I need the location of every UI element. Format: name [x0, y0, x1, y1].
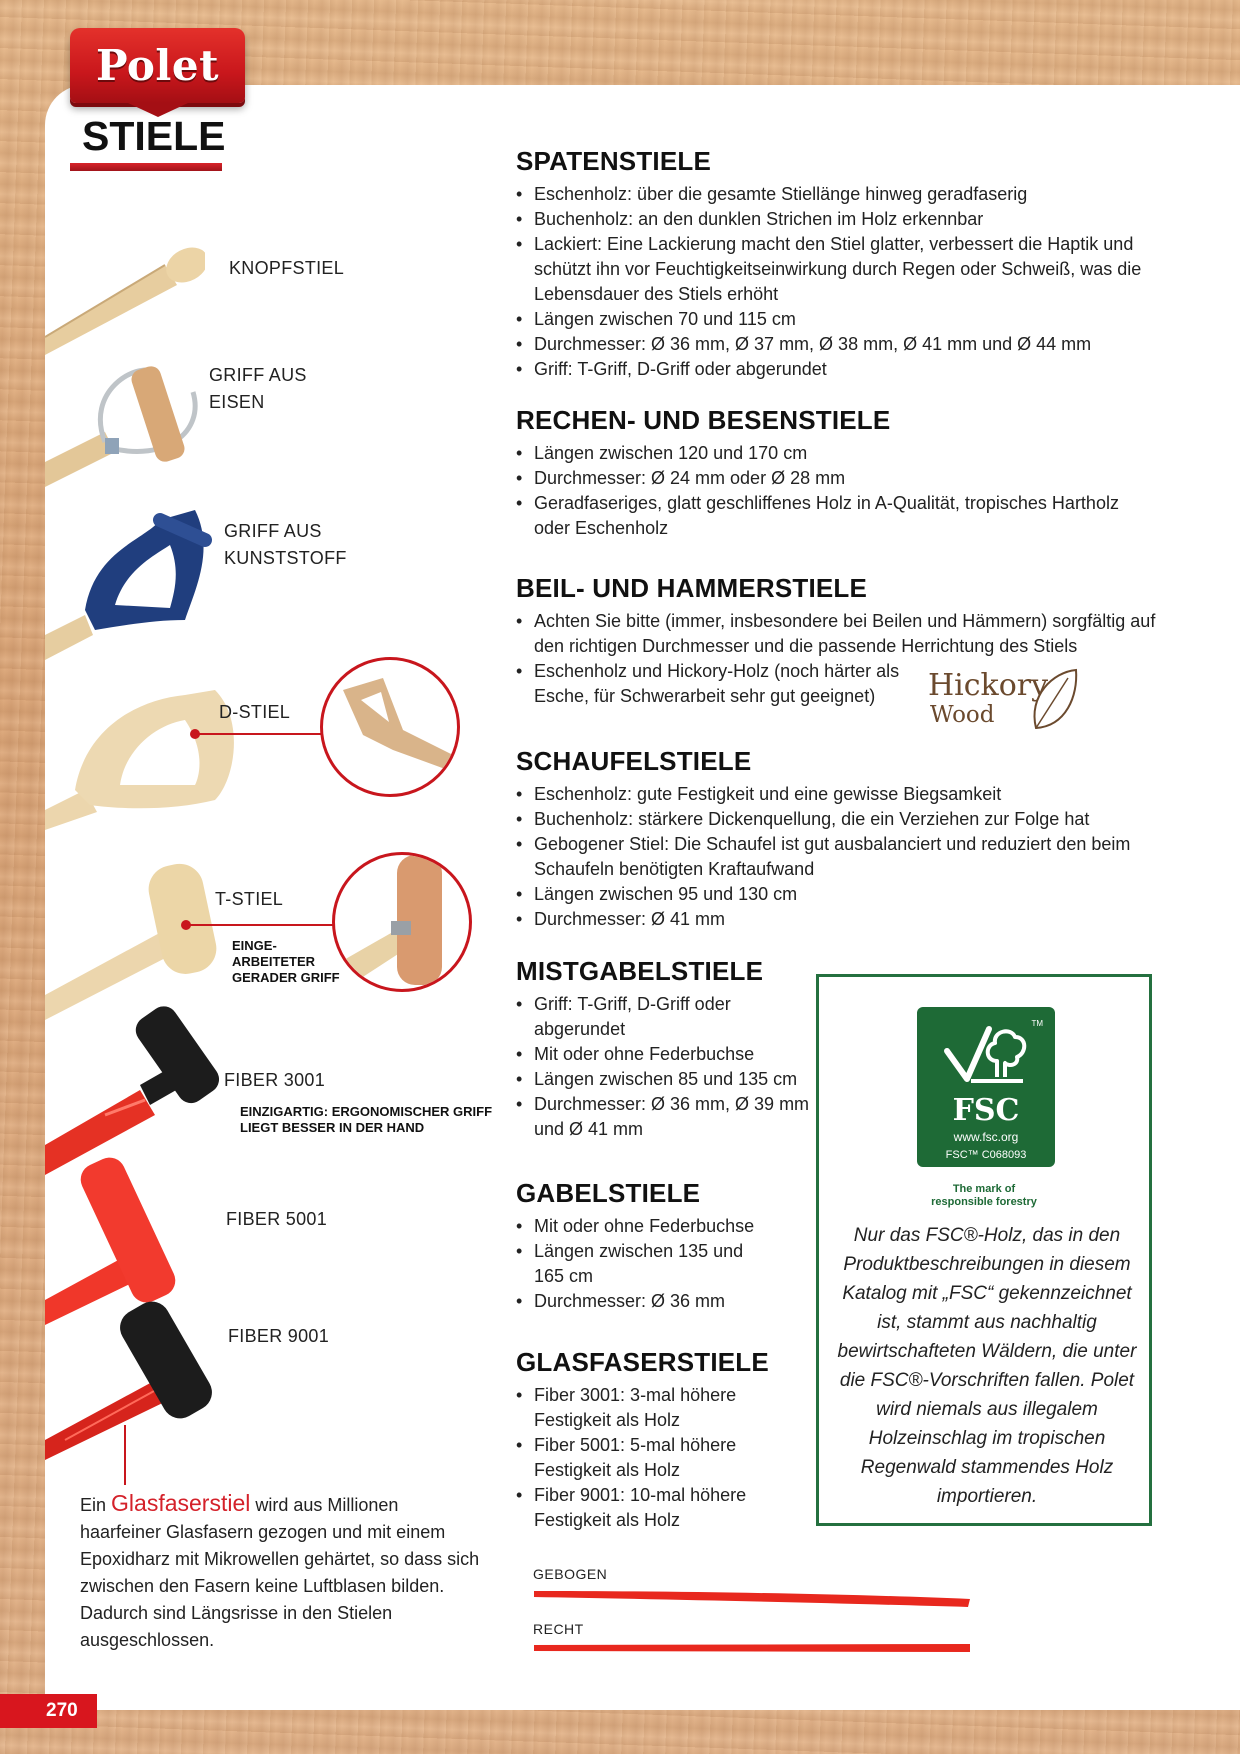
list-item: • Griff: T-Griff, D-Griff oder abgerundet — [516, 992, 816, 1042]
fsc-tm: TM — [1031, 1019, 1043, 1028]
t-stiel-label: T-STIEL — [215, 889, 284, 909]
list-item: • Mit oder ohne Federbuchse — [516, 1042, 816, 1067]
title-underline — [70, 163, 222, 171]
section-title: GABELSTIELE — [516, 1178, 701, 1208]
fsc-code: FSC™ C068093 — [945, 1149, 1027, 1161]
list-item: • Längen zwischen 70 und 115 cm — [516, 307, 1156, 332]
section-title: SCHAUFELSTIELE — [516, 746, 752, 776]
intro-pre: Ein — [80, 1495, 112, 1515]
section-mistgabelstiele — [516, 956, 816, 1142]
section-schaufelstiele — [516, 746, 1156, 932]
bent-handle-illustration — [532, 1585, 972, 1615]
list-item: • Gebogener Stiel: Die Schaufel ist gut ausbalanciert und reduziert den beim Schaufeln benötigten Kraftaufwand — [516, 832, 1156, 882]
fiber-3001-label: FIBER 3001 — [224, 1070, 326, 1090]
fsc-statement: Nur das FSC®-Holz, das in den Produktbeschreibungen in diesem Katalog mit „FSC“ gekennzeichnet ist, stammt aus nachhaltig bewirtschafteten Wäldern, die unter die FSC®-Vorschriften fallen. Polet wird niemals aus illegalem Holzeinschlag im tropischen Regenwald stammendes Holz importieren. — [837, 1225, 1137, 1507]
list-item: • Lackiert: Eine Lackierung macht den Stiel glatter, verbessert die Haptik und schützt ihn vor Feuchtigkeitseinwirkung durch Regen oder Schweiß, was die Lebensdauer des Stiels erhöht — [516, 232, 1156, 307]
list-item: • Fiber 5001: 5-mal höhere Festigkeit als Holz — [516, 1433, 761, 1483]
hickory-line2: Wood — [930, 702, 995, 728]
section-title: RECHEN- UND BESENSTIELE — [516, 405, 891, 435]
section-rechen-besenstiele — [516, 405, 1156, 541]
griff-eisen-label-line2: EISEN — [209, 392, 265, 412]
fiber-9001-illustration — [45, 1300, 245, 1460]
fsc-tree-icon — [941, 1021, 1031, 1091]
fsc-mark-line1: The mark of — [952, 1183, 1016, 1195]
list-item: • Fiber 9001: 10-mal höhere Festigkeit als Holz — [516, 1483, 761, 1533]
list-item: • Eschenholz und Hickory-Holz (noch härter als Esche, für Schwerarbeit sehr gut geeignet) — [516, 659, 906, 709]
t-stiel-note-line1: EINGE- — [232, 938, 277, 953]
fiber-9001-label: FIBER 9001 — [228, 1326, 330, 1346]
page-number: 270 — [0, 1694, 97, 1728]
fsc-mark-line2: responsible forestry — [931, 1196, 1037, 1208]
brand-name: Polet — [95, 41, 220, 90]
knopfstiel-illustration — [45, 245, 205, 355]
list-item: • Achten Sie bitte (immer, insbesondere bei Beilen und Hämmern) sorgfältig auf den richtigen Durchmesser und die passende Herrichtung des Stiels — [516, 609, 1156, 659]
list-item: • Längen zwischen 85 und 135 cm — [516, 1067, 816, 1092]
section-title: BEIL- UND HAMMERSTIELE — [516, 573, 868, 603]
fiber-3001-note — [240, 1104, 492, 1136]
list-item: • Durchmesser: Ø 36 mm, Ø 39 mm und Ø 41 mm — [516, 1092, 816, 1142]
hickory-wood-logo — [928, 666, 1078, 736]
list-item: • Längen zwischen 95 und 130 cm — [516, 882, 1156, 907]
t-stiel-note-line2: ARBEITETER — [232, 954, 316, 969]
griff-kunststoff-illustration — [45, 510, 225, 660]
bent-handle-label: GEBOGEN — [533, 1566, 608, 1582]
straight-handle-illustration — [532, 1640, 972, 1660]
list-item: • Mit oder ohne Federbuchse — [516, 1214, 776, 1239]
t-stiel-note — [232, 938, 340, 986]
d-stiel-label: D-STIEL — [219, 702, 291, 722]
griff-eisen-label-line1: GRIFF AUS — [209, 365, 307, 385]
intro-highlight: Glasfaserstiel — [111, 1490, 251, 1516]
griff-kunststoff-label-line2: KUNSTSTOFF — [224, 548, 347, 568]
list-item: • Buchenholz: an den dunklen Strichen im Holz erkennbar — [516, 207, 1156, 232]
polet-logo — [70, 28, 245, 103]
leaf-icon — [1028, 666, 1080, 736]
page-title: STIELE — [82, 113, 226, 159]
t-stiel-leader-line — [187, 924, 333, 926]
section-spatenstiele — [516, 146, 1156, 382]
t-stiel-detail-callout — [332, 852, 472, 992]
list-item: • Durchmesser: Ø 24 mm oder Ø 28 mm — [516, 466, 1156, 491]
fiber-3001-note-line2: LIEGT BESSER IN DER HAND — [240, 1120, 425, 1135]
list-item: • Durchmesser: Ø 36 mm — [516, 1289, 776, 1314]
list-item: • Eschenholz: über die gesamte Stiellänge hinweg geradfaserig — [516, 182, 1156, 207]
section-glasfaserstiele — [516, 1347, 769, 1533]
fiber-3001-illustration — [45, 1005, 225, 1175]
fsc-logo — [917, 1007, 1055, 1167]
list-item: • Längen zwischen 135 und 165 cm — [516, 1239, 776, 1289]
griff-kunststoff-label-line1: GRIFF AUS — [224, 521, 322, 541]
list-item: • Durchmesser: Ø 36 mm, Ø 37 mm, Ø 38 mm, Ø 41 mm und Ø 44 mm — [516, 332, 1156, 357]
list-item: • Durchmesser: Ø 41 mm — [516, 907, 1156, 932]
knopfstiel-label: KNOPFSTIEL — [229, 258, 345, 278]
griff-eisen-label — [209, 362, 307, 416]
fiber-5001-label: FIBER 5001 — [226, 1209, 328, 1229]
hickory-line1: Hickory — [928, 668, 1049, 703]
fiber-3001-note-line1: EINZIGARTIG: ERGONOMISCHER GRIFF — [240, 1104, 493, 1119]
griff-kunststoff-label — [224, 518, 347, 572]
d-stiel-illustration — [45, 680, 245, 830]
d-stiel-marker-dot — [190, 729, 200, 739]
list-item: • Eschenholz: gute Festigkeit und eine gewisse Biegsamkeit — [516, 782, 1156, 807]
section-gabelstiele — [516, 1178, 776, 1314]
fsc-mark — [819, 1183, 1149, 1209]
section-title: GLASFASERSTIELE — [516, 1347, 769, 1377]
t-stiel-marker-dot — [181, 920, 191, 930]
list-item: • Längen zwischen 120 und 170 cm — [516, 441, 1156, 466]
intro-post: wird aus Millionen haarfeiner Glasfasern gezogen und mit einem Epoxidharz mit Mikrowellen gehärtet, so dass sich zwischen den Fasern keine Luftblasen bilden. Dadurch sind Längsrisse in den Stielen ausgeschlossen. — [80, 1495, 480, 1650]
d-stiel-leader-line — [195, 733, 322, 735]
list-item: • Fiber 3001: 3-mal höhere Festigkeit als Holz — [516, 1383, 761, 1433]
section-title: SPATENSTIELE — [516, 146, 712, 176]
list-item: • Buchenholz: stärkere Dickenquellung, die ein Verziehen zur Folge hat — [516, 807, 1156, 832]
list-item: • Geradfaseriges, glatt geschliffenes Holz in A-Qualität, tropisches Hartholz oder Eschenholz — [516, 491, 1156, 541]
glasfaser-pointer-line — [124, 1425, 126, 1485]
fsc-url: www.fsc.org — [953, 1130, 1019, 1144]
fsc-info-box — [816, 974, 1152, 1526]
straight-handle-label: RECHT — [533, 1621, 584, 1637]
fsc-word: FSC — [952, 1093, 1020, 1128]
t-stiel-note-line3: GERADER GRIFF — [232, 970, 340, 985]
griff-eisen-illustration — [45, 352, 215, 502]
glasfaser-intro-text — [80, 1490, 480, 1654]
section-title: MISTGABELSTIELE — [516, 956, 764, 986]
d-stiel-detail-callout — [320, 657, 460, 797]
t-stiel-illustration — [45, 860, 245, 1020]
list-item: • Griff: T-Griff, D-Griff oder abgerundet — [516, 357, 1156, 382]
